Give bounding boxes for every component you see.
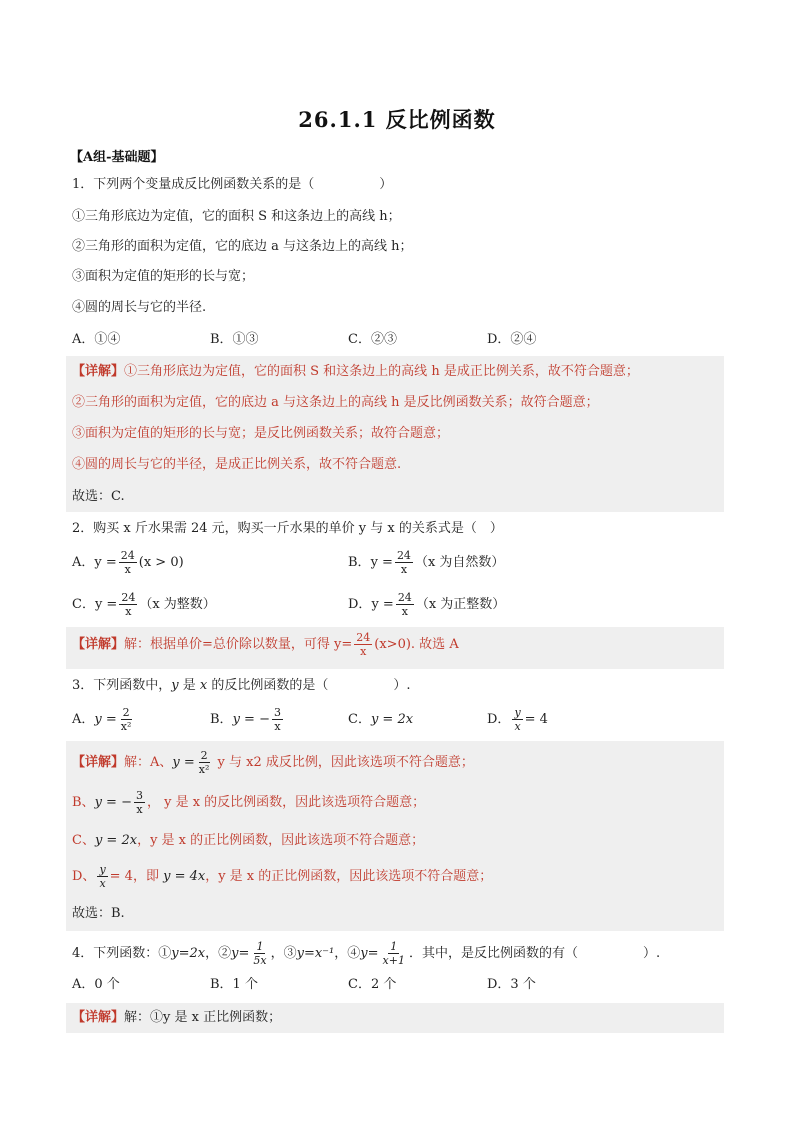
q4-stem-3: ，③ [270, 946, 297, 961]
q3-a-pre: 解：A、 [124, 755, 173, 770]
q4-f4-num: 1 [390, 940, 398, 953]
q4-stem-4: ，④ [334, 946, 361, 961]
q2-answer-post: (x>0). 故选 A [374, 637, 459, 652]
q3-option-d [487, 706, 548, 733]
q3-b-lhs: y = − [94, 795, 132, 810]
q2-answer-pre: 解：根据单价=总价除以数量，可得 y= [124, 637, 353, 652]
q1-stem: 1．下列两个变量成反比例函数关系的是（ ） [72, 177, 393, 192]
q4-answer-text: 解：①y 是 x 正比例函数； [124, 1010, 282, 1025]
q3-b-post: ， y 是 x 的反比例函数，因此该选项符合题意； [146, 795, 426, 810]
q4-option-c: C．2 个 [348, 977, 397, 992]
q4-f4-fraction [381, 940, 407, 967]
q3-option-a-num: 2 [122, 706, 130, 719]
q3-answer-line-b [72, 789, 425, 816]
q3-option-b-fraction [272, 706, 283, 733]
q2-option-a-fraction [119, 549, 137, 576]
q3-option-b [210, 706, 285, 733]
q4-stem [72, 940, 660, 967]
q4-f2-lhs: y= [231, 946, 250, 961]
q2-option-c-cond: （x 为整数） [139, 597, 216, 612]
q4-option-a: A．0 个 [72, 977, 120, 992]
q4-option-b: B．1 个 [210, 977, 258, 992]
q4-f2-den: 5x [253, 954, 267, 967]
q4-stem-1: 4．下列函数：① [72, 946, 172, 961]
q3-answer-box [66, 741, 724, 931]
q3-option-c [348, 711, 413, 729]
q3-option-d-num: y [514, 706, 521, 719]
q3-option-c-letter: C． [348, 712, 371, 727]
q2-option-b-den: x [400, 563, 408, 576]
q2-option-a-den: x [124, 563, 131, 576]
q1-answer-line-1 [72, 363, 639, 381]
q3-b-pre: B、 [72, 795, 95, 810]
q4-answer-box [66, 1003, 724, 1033]
q2-option-b-fraction [395, 549, 413, 576]
q1-item-4: ④圆的周长与它的半径. [72, 300, 207, 315]
q1-item-2: ②三角形的面积为定值，它的底边 a 与这条边上的高线 h； [72, 239, 413, 254]
q3-d-fraction [97, 863, 107, 890]
q2-option-c-num: 24 [121, 591, 136, 604]
q1-item-3: ③面积为定值的矩形的长与宽； [72, 269, 255, 284]
q3-stem-y: y [171, 678, 179, 693]
q4-f1: y=2x [171, 946, 206, 961]
q2-option-c-den: x [125, 605, 132, 618]
q3-c-post: ，y 是 x 的正比例函数，因此该选项不符合题意； [137, 833, 425, 848]
q2-option-d [348, 591, 505, 618]
q2-option-d-den: x [401, 605, 408, 618]
q3-answer-tag: 【详解】 [72, 755, 125, 770]
q3-option-b-lhs: y = − [232, 712, 270, 727]
q4-answer-tag: 【详解】 [72, 1010, 125, 1025]
q4-answer-line [72, 1009, 281, 1027]
q3-option-d-den: x [514, 720, 521, 733]
q3-stem-3: 的反比例函数的是（ ）. [207, 678, 411, 693]
q3-option-a [72, 706, 135, 733]
q1-option-c: C．②③ [348, 332, 397, 347]
q2-answer-num: 24 [356, 631, 371, 644]
q1-choice: 故选：C. [72, 489, 125, 504]
q3-option-d-rhs: = 4 [524, 712, 548, 727]
q1-option-d: D．②④ [487, 332, 537, 347]
q3-stem-2: 是 [178, 678, 200, 693]
q2-stem: 2．购买 x 斤水果需 24 元，购买一斤水果的单价 y 与 x 的关系式是（ ） [72, 521, 503, 536]
q2-option-c-lhs: y = [94, 597, 118, 612]
q3-option-d-letter: D． [487, 712, 511, 727]
q3-b-fraction [134, 789, 145, 816]
q1-answer-box [66, 356, 724, 512]
q3-b-den: x [136, 803, 143, 816]
q4-f4-lhs: y= [360, 946, 379, 961]
q2-answer-box [66, 627, 724, 669]
q2-option-d-cond: （x 为正整数） [415, 597, 506, 612]
q3-option-a-den: x² [120, 720, 132, 733]
q3-d-expr: y = 4x [163, 869, 206, 884]
q3-answer-line-a [72, 749, 474, 776]
q3-option-b-num: 3 [273, 706, 281, 719]
q2-option-b-letter: B． [348, 555, 371, 570]
q2-option-d-num: 24 [397, 591, 412, 604]
q3-stem-x: x [199, 678, 208, 693]
q2-option-d-letter: D． [348, 597, 372, 612]
q2-answer-den: x [360, 645, 367, 658]
q3-d-den: x [99, 877, 106, 890]
q3-c-pre: C、 [72, 833, 95, 848]
q2-option-a-cond: (x > 0) [138, 555, 184, 570]
q2-option-a-num: 24 [120, 549, 135, 562]
q2-option-d-fraction [396, 591, 414, 618]
q2-option-a-letter: A． [72, 555, 95, 570]
q3-stem [72, 677, 411, 695]
q3-option-c-expr: y = 2x [370, 712, 414, 727]
q3-option-b-den: x [274, 720, 281, 733]
q3-d-post: ，y 是 x 的正比例函数，因此该选项不符合题意； [205, 869, 493, 884]
q1-answer-line-2: ②三角形的面积为定值，它的底边 a 与这条边上的高线 h 是反比例函数关系；故符合题意； [72, 395, 599, 410]
q2-option-d-lhs: y = [371, 597, 394, 612]
q2-answer-tag: 【详解】 [72, 637, 125, 652]
q1-answer-line-4: ④圆的周长与它的半径，是成正比例关系，故不符合题意. [72, 457, 402, 472]
group-label: 【A组-基础题】 [70, 150, 164, 165]
q1-answer-line-3: ③面积为定值的矩形的长与宽；是反比例函数关系；故符合题意； [72, 426, 450, 441]
q3-c-expr: y = 2x [94, 833, 138, 848]
q2-option-c-letter: C． [72, 597, 95, 612]
q3-a-lhs: y = [172, 755, 195, 770]
q1-item-1: ①三角形底边为定值，它的面积 S 和这条边上的高线 h； [72, 209, 401, 224]
q3-option-a-letter: A． [72, 712, 95, 727]
q2-option-a [72, 549, 184, 576]
q3-a-fraction [197, 749, 212, 776]
q3-option-a-fraction [119, 706, 134, 733]
q2-option-b-num: 24 [396, 549, 411, 562]
q1-option-b: B．①③ [210, 332, 259, 347]
q2-answer-fraction [354, 631, 372, 658]
q1-answer-text-1: ①三角形底边为定值，它的面积 S 和这条边上的高线 h 是成正比例关系，故不符合题意； [124, 364, 639, 379]
q1-option-a: A．①④ [72, 332, 121, 347]
q4-stem-5: ．其中，是反比例函数的有（ ）. [408, 946, 661, 961]
q3-d-pre: D、 [72, 869, 96, 884]
q3-answer-line-c [72, 832, 424, 850]
q3-a-post: y 与 x2 成反比例，因此该选项不符合题意； [213, 755, 474, 770]
page-title: 26.1.1 反比例函数 [298, 107, 496, 132]
q2-option-b-cond: （x 为自然数） [414, 555, 505, 570]
q3-a-den: x² [198, 763, 210, 776]
q2-option-b-lhs: y = [370, 555, 393, 570]
q2-option-a-lhs: y = [94, 555, 117, 570]
q2-option-c-fraction [119, 591, 137, 618]
q3-stem-1: 3．下列函数中， [72, 678, 172, 693]
q3-d-mid: = 4，即 [109, 869, 164, 884]
q4-f3: y=x⁻¹ [296, 946, 335, 961]
q3-d-num: y [99, 863, 106, 876]
q4-stem-2: ，② [205, 946, 232, 961]
q3-a-num: 2 [200, 749, 208, 762]
q4-option-d: D．3 个 [487, 977, 536, 992]
q1-answer-tag: 【详解】 [72, 364, 125, 379]
q3-option-b-letter: B． [210, 712, 233, 727]
q3-choice: 故选：B. [72, 906, 125, 921]
q4-f4-den: x+1 [382, 954, 405, 967]
q3-answer-line-d [72, 863, 492, 890]
q3-option-a-lhs: y = [94, 712, 117, 727]
q2-answer-line [72, 631, 459, 658]
q4-f2-num: 1 [256, 940, 264, 953]
q4-f2-fraction [251, 940, 268, 967]
q3-option-d-fraction [512, 706, 522, 733]
q2-option-b [348, 549, 504, 576]
q2-option-c [72, 591, 216, 618]
q3-b-num: 3 [135, 789, 143, 802]
